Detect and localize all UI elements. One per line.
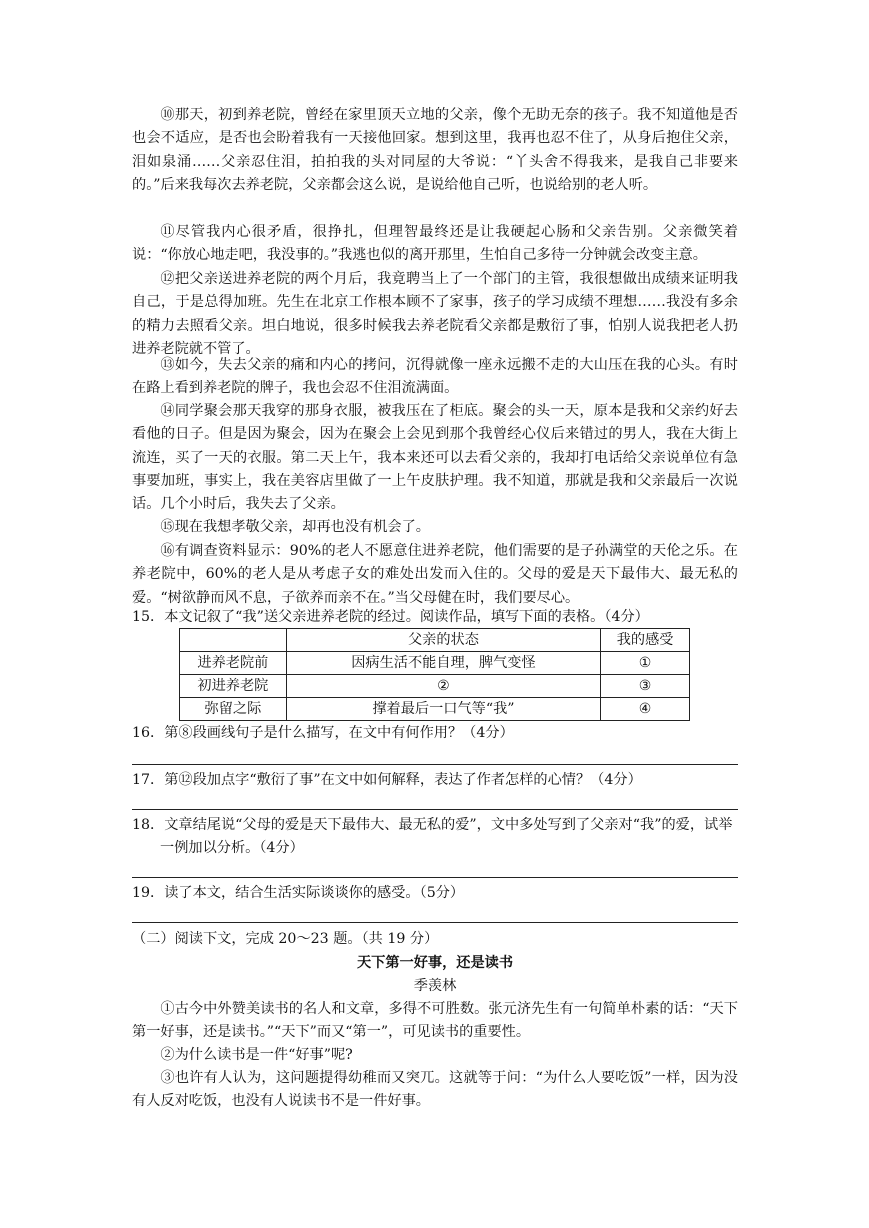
answer-line[interactable] — [132, 764, 738, 765]
answer-table — [179, 628, 690, 721]
question-19: 19．读了本文，结合生活实际谈谈你的感受。（5分） — [132, 885, 465, 901]
question-17: 17．第⑫段加点字“敷衍了事”在文中如何解释，表达了作者怎样的心情？（4分） — [132, 772, 642, 788]
table-cell[interactable]: ① — [601, 652, 690, 675]
paragraph-10: ⑩那天，初到养老院，曾经在家里顶天立地的父亲，像个无助无奈的孩子。我不知道他是否也会不适应，是否也会盼着我有一天接他回家。想到这里，我再也忍不住了，从身后抱住父亲，泪如泉涌……父亲忍住泪，拍拍我的头对同屋的大爷说：“丫头舍不得我来，是我自己非要来的。”后来我每次去养老院，父亲都会这么说，是说给他自己听，也说给别的老人听。 — [132, 107, 738, 193]
table-cell[interactable]: ④ — [601, 698, 690, 721]
table-header-cell: 父亲的状态 — [286, 629, 600, 652]
table-row — [180, 652, 690, 675]
section-2-intro: （二）阅读下文，完成 20～23 题。（共 19 分） — [132, 931, 439, 947]
article-paragraph-2: ②为什么读书是一件“好事”呢? — [160, 1047, 353, 1063]
question-16: 16．第⑧段画线句子是什么描写，在文中有何作用？（4分） — [132, 725, 514, 741]
article-author: 季羡林 — [413, 978, 457, 994]
table-cell: 因病生活不能自理，脾气变怪 — [286, 652, 600, 675]
table-row — [180, 698, 690, 721]
table-cell: 弥留之际 — [180, 698, 287, 721]
table-header-row — [180, 629, 690, 652]
table-cell[interactable]: ③ — [601, 675, 690, 698]
question-15: 15．本文记叙了“我”送父亲进养老院的经过。阅读作品，填写下面的表格。（4分） — [132, 609, 649, 625]
paragraph-15: ⑮现在我想孝敬父亲，却再也没有机会了。 — [160, 519, 430, 535]
table-cell: 初进养老院 — [180, 675, 287, 698]
answer-line[interactable] — [132, 877, 738, 878]
paragraph-13: ⑬如今，失去父亲的痛和内心的拷问，沉得就像一座永远搬不走的大山压在我的心头。有时在路上看到养老院的牌子，我也会忍不住泪流满面。 — [132, 357, 738, 397]
paragraph-12: ⑫把父亲送进养老院的两个月后，我竟聘当上了一个部门的主管，我很想做出成绩来证明我自己，于是总得加班。先生在北京工作根本顾不了家事，孩子的学习成绩不理想……我没有多余的精力去照看父亲。坦白地说，很多时候我去养老院看父亲都是敷衍了事，怕别人说我把老人扔进养老院就不管了。 — [132, 271, 738, 357]
table-cell[interactable]: ② — [286, 675, 600, 698]
article-paragraph-1: ①古今中外赞美读书的名人和文章，多得不可胜数。张元济先生有一句简单朴素的话：“天下第一好事，还是读书。”“天下”而又“第一”，可见读书的重要性。 — [132, 1001, 738, 1041]
article-title: 天下第一好事，还是读书 — [356, 955, 514, 971]
paragraph-14: ⑭同学聚会那天我穿的那身衣服，被我压在了柜底。聚会的头一天，原本是我和父亲约好去看他的日子。但是因为聚会，因为在聚会上会见到那个我曾经心仪后来错过的男人，我在大街上流连，买了一天的衣服。第二天上午，我本来还可以去看父亲的，我却打电话给父亲说单位有急事要加班，事实上，我在美容店里做了一上午皮肤护理。我不知道，那就是我和父亲最后一次说话。几个小时后，我失去了父亲。 — [132, 403, 738, 513]
article-paragraph-3: ③也许有人认为，这问题提得幼稚而又突兀。这就等于问：“为什么人要吃饭”一样，因为没有人反对吃饭，也没有人说读书不是一件好事。 — [132, 1070, 738, 1110]
table-header-cell: 我的感受 — [601, 629, 690, 652]
paragraph-16: ⑯有调查资料显示：90%的老人不愿意住进养老院，他们需要的是子孙满堂的天伦之乐。在养老院中，60%的老人是从考虑子女的难处出发而入住的。父母的爱是天下最伟大、最无私的爱。“树欲静而风不息，子欲养而亲不在。”当父母健在时，我们要尽心。 — [132, 543, 738, 606]
table-header-cell — [180, 629, 287, 652]
table-cell: 撑着最后一口气等“我” — [286, 698, 600, 721]
question-18: 18．文章结尾说“父母的爱是天下最伟大、最无私的爱”，文中多处写到了父亲对“我”的爱，试举一例加以分析。（4分） — [132, 817, 733, 857]
table-row — [180, 675, 690, 698]
answer-line[interactable] — [132, 922, 738, 923]
table-cell: 进养老院前 — [180, 652, 287, 675]
answer-line[interactable] — [132, 809, 738, 810]
paragraph-11: ⑪尽管我内心很矛盾，很挣扎，但理智最终还是让我硬起心肠和父亲告别。父亲微笑着说：“你放心地走吧，我没事的。”我逃也似的离开那里，生怕自己多待一分钟就会改变主意。 — [132, 224, 738, 264]
